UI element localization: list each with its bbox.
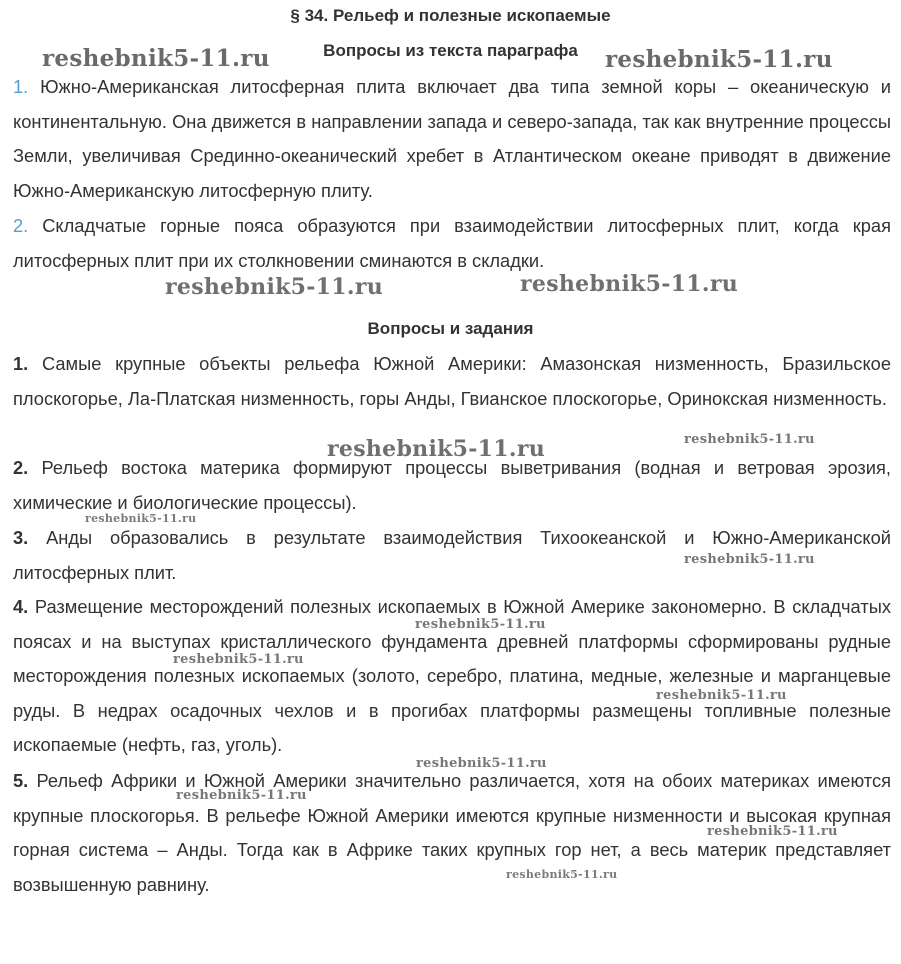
watermark: reshebnik5-11.ru [165, 274, 384, 300]
watermark: reshebnik5-11.ru [415, 617, 546, 632]
section-heading-text-questions: Вопросы из текста параграфа [323, 41, 578, 60]
watermark: reshebnik5-11.ru [173, 652, 304, 667]
answer-body: Размещение месторождений полезных ископаемых в Южной Америке закономерно. В складчатых поясах и на выступах кристаллического фундамента древней платформы сформированы рудные месторождения полезных ископаемых (золото, серебро, платина, медные, железные и марганцевые руды. В недрах осадочных чехлов и в прогибах платформы размещены топливные полезные ископаемые (нефть, газ, уголь). [13, 596, 891, 755]
answer-number: 5. [13, 770, 29, 791]
answer-text-1 [13, 70, 891, 208]
section-heading-tasks: Вопросы и задания [367, 319, 534, 338]
task-answer-1 [13, 347, 891, 416]
answer-number: 4. [13, 596, 29, 617]
watermark: reshebnik5-11.ru [42, 45, 270, 72]
watermark: reshebnik5-11.ru [605, 46, 833, 73]
answer-number: 3. [13, 527, 29, 548]
answer-body: Самые крупные объекты рельефа Южной Америки: Амазонская низменность, Бразильское плоскогорье, Ла-Платская низменность, горы Анды, Гвианское плоскогорье, Оринокская низменность. [13, 353, 891, 409]
answer-number: 1. [13, 76, 29, 97]
watermark: reshebnik5-11.ru [176, 788, 307, 803]
answer-body: Рельеф востока материка формируют процессы выветривания (водная и ветровая эрозия, химические и биологические процессы). [13, 457, 891, 513]
answer-body: Анды образовались в результате взаимодействия Тихоокеанской и Южно-Американской литосферных плит. [13, 527, 891, 583]
watermark: reshebnik5-11.ru [327, 436, 546, 462]
answer-text-2 [13, 209, 891, 278]
watermark: reshebnik5-11.ru [684, 552, 815, 567]
answer-number: 2. [13, 215, 29, 236]
watermark: reshebnik5-11.ru [520, 271, 739, 297]
answer-body: Рельеф Африки и Южной Америки значительно различается, хотя на обоих материках имеются крупные плоскогорья. В рельефе Южной Америки имеются крупные низменности и высокая крупная горная система – Анды. Тогда как в Африке таких крупных гор нет, а весь материк представляет возвышенную равнину. [13, 770, 891, 895]
watermark: reshebnik5-11.ru [707, 824, 838, 839]
page-title: § 34. Рельеф и полезные ископаемые [290, 6, 611, 25]
watermark: reshebnik5-11.ru [684, 432, 815, 447]
answer-body: Южно-Американская литосферная плита включает два типа земной коры – океаническую и континентальную. Она движется в направлении запада и северо-запада, так как внутренние процессы Земли, увеличивая Срединно-океанический хребет в Атлантическом океане приводят в движение Южно-Американскую литосферную плиту. [13, 76, 891, 201]
watermark: reshebnik5-11.ru [416, 756, 547, 771]
answer-body: Складчатые горные пояса образуются при взаимодействии литосферных плит, когда края литосферных плит при их столкновении сминаются в складки. [13, 215, 891, 271]
watermark: reshebnik5-11.ru [85, 512, 197, 525]
watermark: reshebnik5-11.ru [656, 688, 787, 703]
task-answer-4 [13, 590, 891, 763]
watermark: reshebnik5-11.ru [506, 868, 618, 881]
answer-number: 1. [13, 353, 29, 374]
answer-number: 2. [13, 457, 29, 478]
